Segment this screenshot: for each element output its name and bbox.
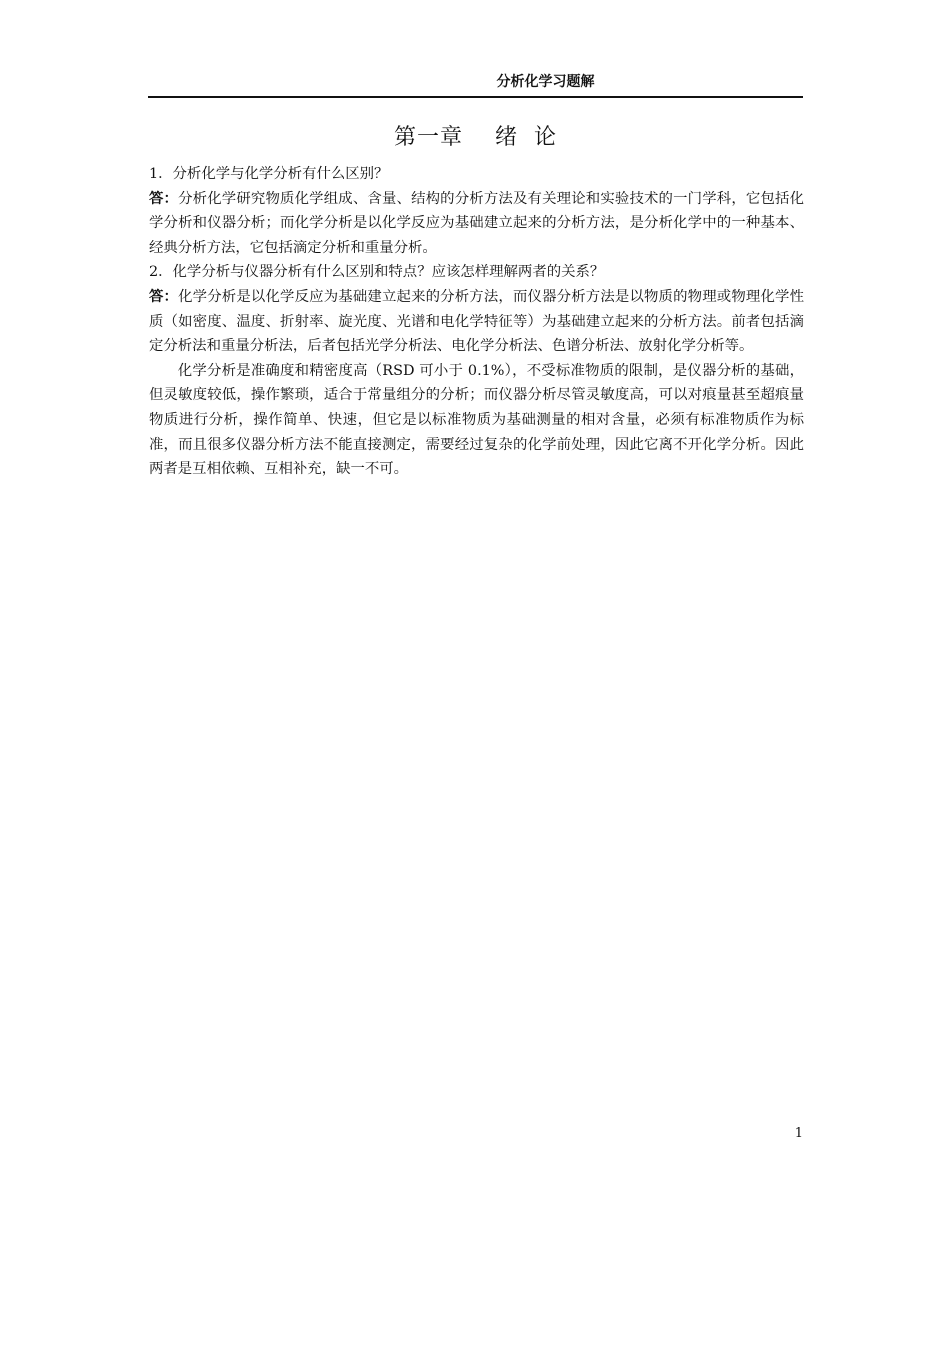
chapter-title: 第一章 绪 论 (394, 125, 557, 150)
answer-label: 答： (149, 189, 179, 207)
answer-2 (149, 285, 804, 359)
question-1: 1．分析化学与化学分析有什么区别？ (149, 166, 389, 182)
question-2: 2．化学分析与仪器分析有什么区别和特点？应该怎样理解两者的关系？ (149, 264, 605, 281)
answer-1 (149, 187, 804, 261)
answer-2-text: 化学分析是以化学反应为基础建立起来的分析方法，而仪器分析方法是以物质的物理或物理化学性质（如密度、温度、折射率、旋光度、光谱和电化学特征等）为基础建立起来的分析方法。前者包括滴定分析法和重量分析法，后者包括光学分析法、电化学分析法、色谱分析法、放射化学分析等。 (149, 288, 804, 355)
answer-label: 答： (149, 287, 179, 305)
running-header: 分析化学习题解 (496, 74, 595, 90)
chapter-content (149, 162, 804, 482)
answer-1-text: 分析化学研究物质化学组成、含量、结构的分析方法及有关理论和实验技术的一门学科，它包括化学分析和仪器分析；而化学分析是以化学反应为基础建立起来的分析方法，是分析化学中的一种基本、经典分析方法，它包括滴定分析和重量分析。 (149, 190, 804, 256)
header-rule (148, 96, 803, 98)
page-number: 1 (794, 1126, 803, 1141)
answer-2-paragraph-2: 化学分析是准确度和精密度高（RSD 可小于 0.1%），不受标准物质的限制，是仪器分析的基础，但灵敏度较低，操作繁琐，适合于常量组分的分析；而仪器分析尽管灵敏度高，可以对痕量甚至超痕量物质进行分析，操作简单、快速，但它是以标准物质为基础测量的相对含量，必须有标准物质作为标准，而且很多仪器分析方法不能直接测定，需要经过复杂的化学前处理，因此它离不开化学分析。因此两者是互相依赖、互相补充，缺一不可。 (149, 362, 804, 478)
